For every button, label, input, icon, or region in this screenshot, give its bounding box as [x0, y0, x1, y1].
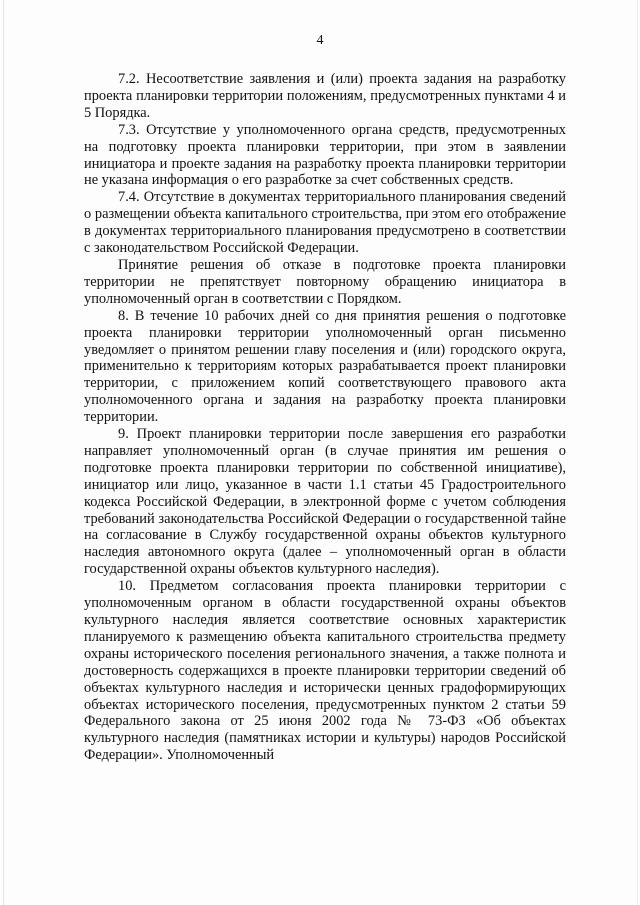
paragraph-7-3: 7.3. Отсутствие у уполномоченного органа средств, предусмотренных на подготовку проекта планировки территории, при этом в заявлении инициатора и проекте задания на разработку проекта планировки территории не указана информация о его разработке за счет собственных средств. — [84, 121, 566, 189]
page-number: 4 — [316, 33, 324, 48]
scan-edge-left — [3, 0, 4, 905]
paragraph-10: 10. Предметом согласования проекта планировки территории с уполномоченным органом в области государственной охраны объектов культурного наследия является соответствие основных характеристик планируемого к размещению объекта капитального строительства предмету охраны исторического поселения регионального значения, а также полнота и достоверность содержащихся в проекте планировки территории сведений об объектах культурного наследия и исторически ценных градоформирующих объектах исторического поселения, предусмотренных пунктом 2 статьи 59 Федерального закона от 25 июня 2002 года № 73-ФЗ «Об объектах культурного наследия (памятниках истории и культуры) народов Российской Федерации». Уполномоченный — [84, 578, 566, 764]
paragraph-9: 9. Проект планировки территории после завершения его разработки направляет уполномоченный орган (в случае принятия им решения о подготовке проекта планировки территории по собственной инициативе), инициатор или лицо, указанное в части 1.1 статьи 45 Градостроительного кодекса Российской Федерации, в электронной форме с учетом соблюдения требований законодательства Российской Федерации о государственной тайне на согласование в Службу государственной охраны объектов культурного наследия автономного округа (далее – уполномоченный орган в области государственной охраны объектов культурного наследия). — [84, 426, 566, 578]
paragraph-7-2: 7.2. Несоответствие заявления и (или) проекта задания на разработку проекта планировки территории положениям, предусмотренных пунктами 4 и 5 Порядка. — [84, 71, 566, 121]
scan-edge-right — [637, 0, 638, 905]
paragraph-7-4: 7.4. Отсутствие в документах территориального планирования сведений о размещении объекта капитального строительства, при этом его отображение в документах территориального планирования предусмотрено в соответствии с законодательством Российской Федерации. — [84, 189, 566, 257]
paragraph-refusal-note: Принятие решения об отказе в подготовке проекта планировки территории не препятствует повторному обращению инициатора в уполномоченный орган в соответствии с Порядком. — [84, 256, 566, 307]
document-body — [84, 71, 566, 764]
paragraph-8: 8. В течение 10 рабочих дней со дня принятия решения о подготовке проекта планировки территории уполномоченный орган письменно уведомляет о принятом решении главу поселения и (или) городского округа, применительно к территориям которых разрабатывается проект планировки территории, с приложением копий соответствующего правового акта уполномоченного органа и задания на разработку проекта планировки территории. — [84, 307, 566, 426]
